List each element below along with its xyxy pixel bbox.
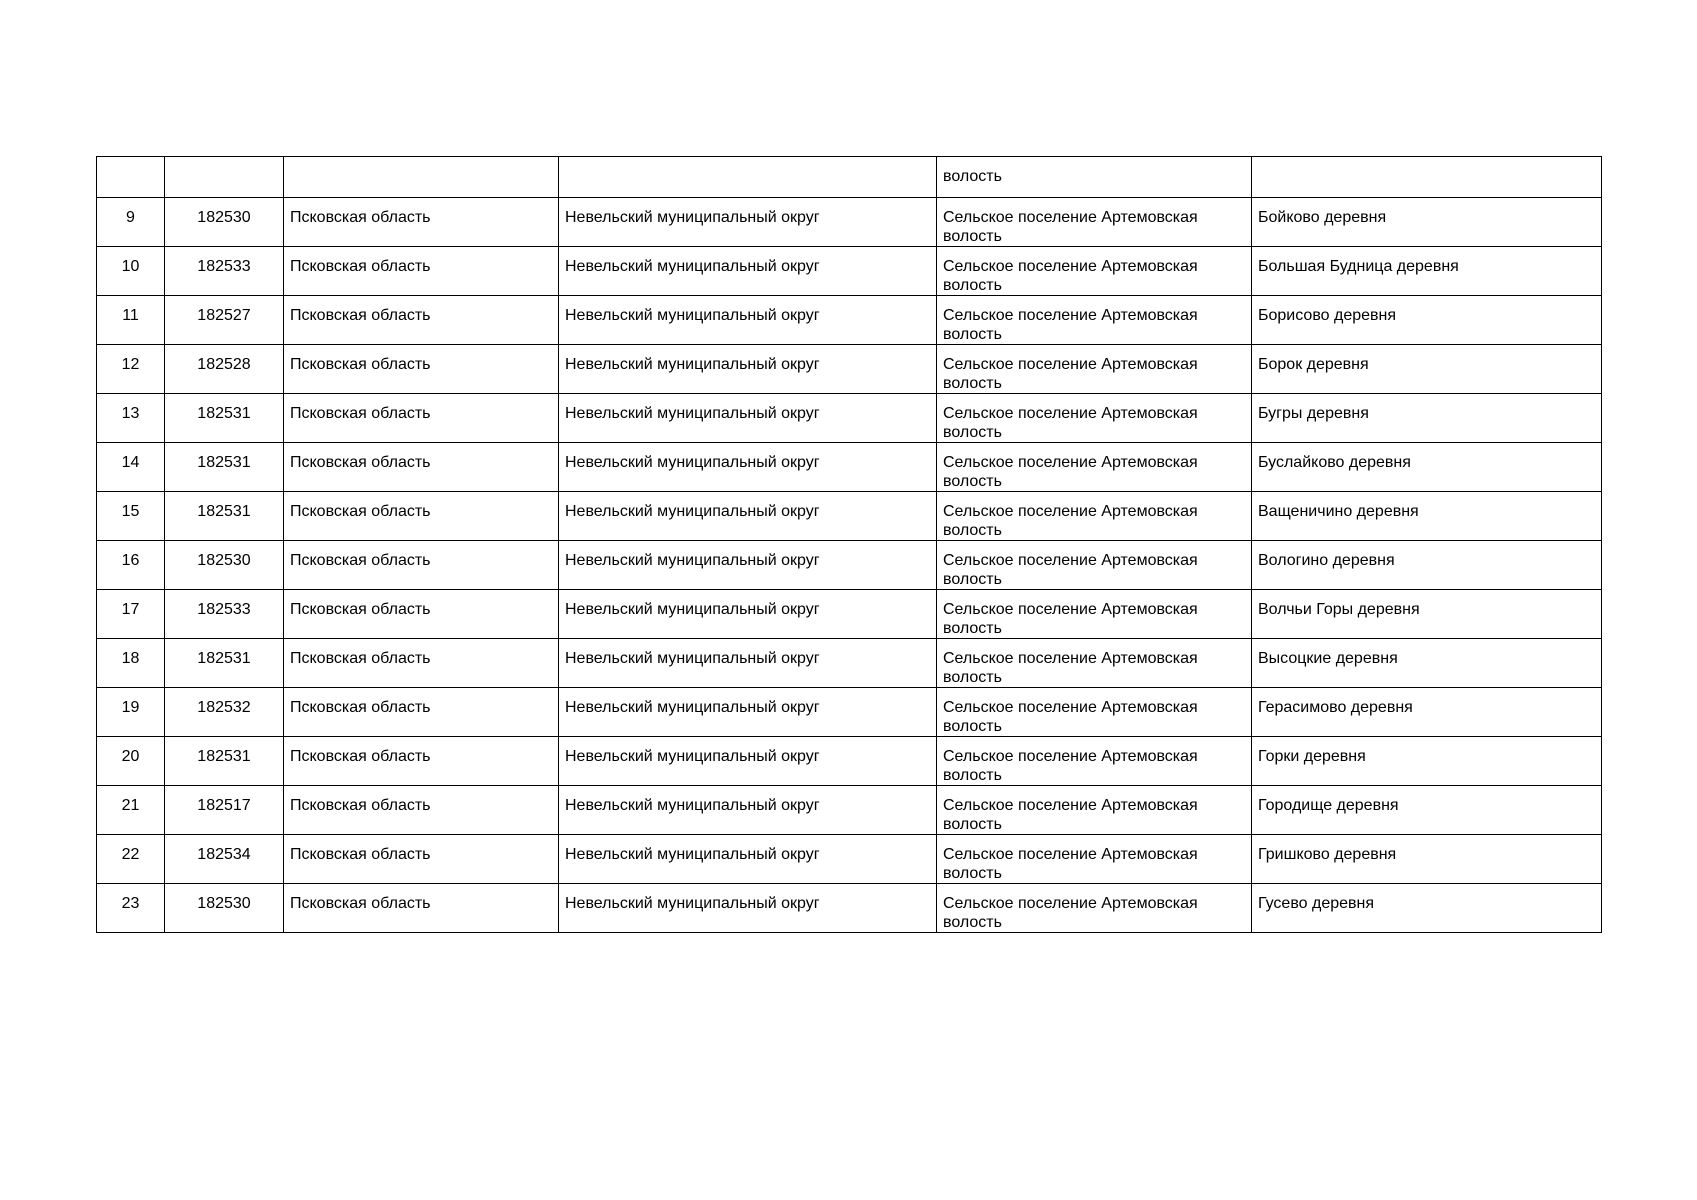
cell-settlement: Сельское поселение Артемовская волость — [937, 345, 1252, 394]
cell-region: Псковская область — [284, 639, 559, 688]
table-row — [97, 394, 1602, 443]
table-row — [97, 345, 1602, 394]
cell-region: Псковская область — [284, 198, 559, 247]
cell-locality: Бугры деревня — [1252, 394, 1602, 443]
cell-locality: Герасимово деревня — [1252, 688, 1602, 737]
cell-settlement: Сельское поселение Артемовская волость — [937, 737, 1252, 786]
table-row — [97, 639, 1602, 688]
cell-settlement: Сельское поселение Артемовская волость — [937, 296, 1252, 345]
cell-locality: Городище деревня — [1252, 786, 1602, 835]
cell-settlement: волость — [937, 157, 1252, 198]
cell-postal-code — [165, 157, 284, 198]
cell-settlement: Сельское поселение Артемовская волость — [937, 688, 1252, 737]
cell-number: 15 — [97, 492, 165, 541]
table-row — [97, 492, 1602, 541]
cell-postal-code: 182530 — [165, 541, 284, 590]
cell-region: Псковская область — [284, 786, 559, 835]
cell-locality: Борисово деревня — [1252, 296, 1602, 345]
cell-postal-code: 182532 — [165, 688, 284, 737]
cell-region: Псковская область — [284, 884, 559, 933]
table-row — [97, 688, 1602, 737]
cell-district: Невельский муниципальный округ — [559, 884, 937, 933]
cell-locality: Большая Будница деревня — [1252, 247, 1602, 296]
cell-postal-code: 182534 — [165, 835, 284, 884]
cell-postal-code: 182531 — [165, 492, 284, 541]
cell-locality: Буслайково деревня — [1252, 443, 1602, 492]
cell-locality: Ващеничино деревня — [1252, 492, 1602, 541]
cell-region: Псковская область — [284, 345, 559, 394]
table-row-continuation — [97, 157, 1602, 198]
table-row — [97, 835, 1602, 884]
cell-region: Псковская область — [284, 296, 559, 345]
cell-locality: Гусево деревня — [1252, 884, 1602, 933]
table-body — [97, 157, 1602, 933]
cell-district: Невельский муниципальный округ — [559, 345, 937, 394]
cell-postal-code: 182531 — [165, 394, 284, 443]
cell-locality: Горки деревня — [1252, 737, 1602, 786]
cell-locality: Гришково деревня — [1252, 835, 1602, 884]
cell-locality: Вологино деревня — [1252, 541, 1602, 590]
table-row — [97, 590, 1602, 639]
cell-number: 19 — [97, 688, 165, 737]
cell-settlement: Сельское поселение Артемовская волость — [937, 786, 1252, 835]
cell-number: 14 — [97, 443, 165, 492]
cell-settlement: Сельское поселение Артемовская волость — [937, 492, 1252, 541]
cell-locality: Борок деревня — [1252, 345, 1602, 394]
table-row — [97, 296, 1602, 345]
cell-region: Псковская область — [284, 247, 559, 296]
cell-district: Невельский муниципальный округ — [559, 394, 937, 443]
cell-postal-code: 182517 — [165, 786, 284, 835]
table-row — [97, 247, 1602, 296]
cell-district: Невельский муниципальный округ — [559, 737, 937, 786]
table-row — [97, 443, 1602, 492]
cell-number: 23 — [97, 884, 165, 933]
cell-locality: Волчьи Горы деревня — [1252, 590, 1602, 639]
cell-district: Невельский муниципальный округ — [559, 639, 937, 688]
cell-region — [284, 157, 559, 198]
cell-number: 20 — [97, 737, 165, 786]
cell-number: 9 — [97, 198, 165, 247]
cell-number: 21 — [97, 786, 165, 835]
cell-settlement: Сельское поселение Артемовская волость — [937, 247, 1252, 296]
cell-district: Невельский муниципальный округ — [559, 247, 937, 296]
cell-number: 13 — [97, 394, 165, 443]
cell-number: 17 — [97, 590, 165, 639]
cell-locality — [1252, 157, 1602, 198]
cell-region: Псковская область — [284, 688, 559, 737]
cell-locality: Бойково деревня — [1252, 198, 1602, 247]
cell-postal-code: 182528 — [165, 345, 284, 394]
cell-settlement: Сельское поселение Артемовская волость — [937, 639, 1252, 688]
cell-settlement: Сельское поселение Артемовская волость — [937, 443, 1252, 492]
cell-number: 12 — [97, 345, 165, 394]
cell-region: Псковская область — [284, 492, 559, 541]
cell-district: Невельский муниципальный округ — [559, 296, 937, 345]
cell-settlement: Сельское поселение Артемовская волость — [937, 541, 1252, 590]
cell-district: Невельский муниципальный округ — [559, 835, 937, 884]
table-row — [97, 884, 1602, 933]
cell-postal-code: 182533 — [165, 590, 284, 639]
cell-number: 18 — [97, 639, 165, 688]
cell-region: Псковская область — [284, 835, 559, 884]
cell-district: Невельский муниципальный округ — [559, 786, 937, 835]
cell-district: Невельский муниципальный округ — [559, 198, 937, 247]
cell-region: Псковская область — [284, 443, 559, 492]
table-row — [97, 786, 1602, 835]
cell-settlement: Сельское поселение Артемовская волость — [937, 590, 1252, 639]
cell-settlement: Сельское поселение Артемовская волость — [937, 198, 1252, 247]
cell-postal-code: 182530 — [165, 198, 284, 247]
cell-postal-code: 182533 — [165, 247, 284, 296]
cell-district: Невельский муниципальный округ — [559, 541, 937, 590]
cell-settlement: Сельское поселение Артемовская волость — [937, 884, 1252, 933]
cell-postal-code: 182531 — [165, 737, 284, 786]
address-table — [96, 156, 1602, 933]
cell-number: 11 — [97, 296, 165, 345]
cell-region: Псковская область — [284, 394, 559, 443]
cell-settlement: Сельское поселение Артемовская волость — [937, 394, 1252, 443]
cell-number — [97, 157, 165, 198]
cell-number: 10 — [97, 247, 165, 296]
table-row — [97, 737, 1602, 786]
cell-district: Невельский муниципальный округ — [559, 590, 937, 639]
table-row — [97, 541, 1602, 590]
cell-region: Псковская область — [284, 541, 559, 590]
cell-settlement: Сельское поселение Артемовская волость — [937, 835, 1252, 884]
cell-postal-code: 182531 — [165, 639, 284, 688]
table-row — [97, 198, 1602, 247]
cell-district: Невельский муниципальный округ — [559, 688, 937, 737]
cell-postal-code: 182531 — [165, 443, 284, 492]
cell-number: 22 — [97, 835, 165, 884]
cell-postal-code: 182530 — [165, 884, 284, 933]
cell-locality: Высоцкие деревня — [1252, 639, 1602, 688]
cell-number: 16 — [97, 541, 165, 590]
cell-postal-code: 182527 — [165, 296, 284, 345]
cell-region: Псковская область — [284, 737, 559, 786]
cell-region: Псковская область — [284, 590, 559, 639]
cell-district: Невельский муниципальный округ — [559, 492, 937, 541]
cell-district: Невельский муниципальный округ — [559, 443, 937, 492]
cell-district — [559, 157, 937, 198]
